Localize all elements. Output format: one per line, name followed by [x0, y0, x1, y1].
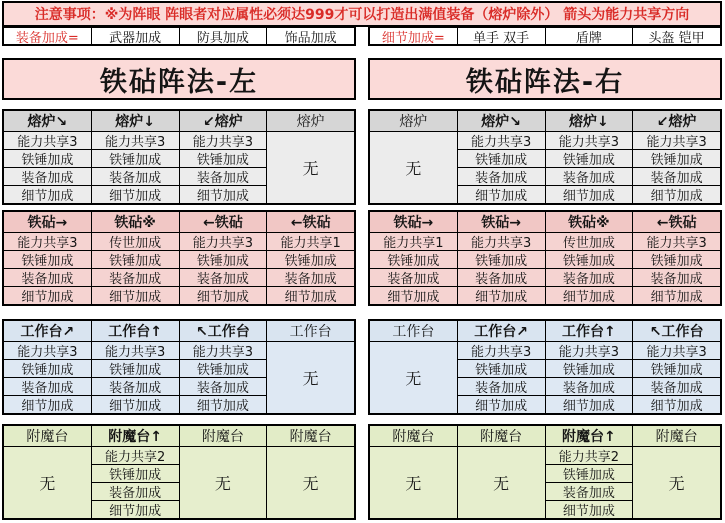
equip-bonus-legend: [2, 27, 356, 46]
bonus-cell: 能力共享3: [458, 342, 545, 359]
bonus-cell: 装备加成: [4, 269, 91, 286]
bonus-cell: 细节加成: [92, 501, 179, 518]
bonus-cell: 铁锤加成: [4, 251, 91, 268]
bonus-cell: 能力共享3: [92, 342, 179, 359]
bonus-cell: 细节加成: [633, 287, 720, 304]
column-header: 熔炉: [370, 111, 457, 131]
bonus-cell: 装备加成: [458, 378, 545, 395]
legend-item: 武器加成: [91, 28, 179, 44]
bonus-cell: 装备加成: [370, 269, 457, 286]
bonus-cell: 铁锤加成: [546, 465, 633, 482]
empty-cell: 无: [633, 447, 720, 518]
bonus-cell: 细节加成: [546, 287, 633, 304]
notice-bar: 注意事项：※为阵眼 阵眼者对应属性必须达999才可以打造出满值装备（熔炉除外） 箭头为能力共享方向: [2, 1, 722, 27]
enchant-table-left: [2, 424, 356, 520]
bonus-cell: 能力共享3: [458, 233, 545, 250]
bonus-cell: 铁锤加成: [458, 360, 545, 377]
enchant-section: [2, 424, 722, 520]
bonus-cell: 传世加成: [546, 233, 633, 250]
empty-cell: 无: [458, 447, 545, 518]
bonus-cell: 装备加成: [458, 269, 545, 286]
bonus-cell: 能力共享2: [92, 447, 179, 464]
column-header: 工作台: [370, 321, 457, 341]
bonus-cell: 能力共享3: [633, 132, 720, 149]
legend-item: 头盔 铠甲: [632, 28, 720, 44]
bonus-cell: 能力共享3: [180, 233, 267, 250]
legend-item: 单手 双手: [457, 28, 545, 44]
bonus-cell: 能力共享3: [633, 342, 720, 359]
empty-cell: 无: [370, 342, 457, 413]
column-header: ←铁砧: [180, 212, 267, 232]
column-header: 工作台↗: [4, 321, 91, 341]
bonus-cell: 装备加成: [180, 378, 267, 395]
furnace-section: [2, 109, 722, 205]
bonus-cell: 铁锤加成: [92, 150, 179, 167]
bonus-cell: 装备加成: [267, 269, 354, 286]
column-header: 附魔台: [4, 426, 91, 446]
bonus-cell: 装备加成: [546, 378, 633, 395]
bonus-cell: 铁锤加成: [370, 251, 457, 268]
bonus-cell: 细节加成: [180, 396, 267, 413]
bonus-cell: 装备加成: [546, 483, 633, 500]
bonus-cell: 细节加成: [458, 396, 545, 413]
bonus-cell: 铁锤加成: [180, 360, 267, 377]
column-header: 工作台↑: [546, 321, 633, 341]
column-header: 附魔台↑: [546, 426, 633, 446]
bonus-cell: 铁锤加成: [633, 360, 720, 377]
legend-item: 饰品加成: [266, 28, 354, 44]
bonus-cell: 细节加成: [458, 186, 545, 203]
bonus-cell: 传世加成: [92, 233, 179, 250]
bonus-cell: 细节加成: [92, 396, 179, 413]
detail-bonus-label: 细节加成=: [381, 30, 445, 44]
empty-cell: 无: [267, 342, 354, 413]
bonus-cell: 细节加成: [370, 287, 457, 304]
bonus-cell: 装备加成: [633, 269, 720, 286]
column-header: 附魔台↑: [92, 426, 179, 446]
bonus-cell: 能力共享1: [267, 233, 354, 250]
bonus-cell: 能力共享2: [546, 447, 633, 464]
bonus-cell: 能力共享3: [180, 132, 267, 149]
column-header: 熔炉↓: [546, 111, 633, 131]
workbench-section: [2, 319, 722, 415]
bonus-cell: 能力共享3: [546, 342, 633, 359]
bonus-cell: 能力共享3: [4, 132, 91, 149]
bonus-cell: 铁锤加成: [633, 150, 720, 167]
column-header: 附魔台: [370, 426, 457, 446]
column-header: ↙熔炉: [633, 111, 720, 131]
bonus-cell: 细节加成: [633, 396, 720, 413]
column-header: 附魔台: [458, 426, 545, 446]
column-header: ↖工作台: [180, 321, 267, 341]
bonus-cell: 装备加成: [180, 269, 267, 286]
workbench-table-right: [368, 319, 722, 415]
column-header: 熔炉: [267, 111, 354, 131]
bonus-cell: 能力共享3: [546, 132, 633, 149]
legend-row: [2, 27, 722, 46]
bonus-cell: 铁锤加成: [546, 251, 633, 268]
formation-sections: [2, 109, 722, 520]
bonus-cell: 铁锤加成: [180, 251, 267, 268]
bonus-cell: 装备加成: [633, 168, 720, 185]
column-header: 熔炉↘: [4, 111, 91, 131]
bonus-cell: 装备加成: [92, 483, 179, 500]
bonus-cell: 铁锤加成: [267, 251, 354, 268]
bonus-cell: 能力共享3: [4, 233, 91, 250]
column-header: 铁砧→: [4, 212, 91, 232]
bonus-cell: 细节加成: [4, 287, 91, 304]
bonus-cell: 细节加成: [4, 186, 91, 203]
legend-item: 防具加成: [179, 28, 267, 44]
bonus-cell: 能力共享3: [4, 342, 91, 359]
bonus-cell: 能力共享3: [458, 132, 545, 149]
bonus-cell: 细节加成: [546, 396, 633, 413]
bonus-cell: 装备加成: [4, 168, 91, 185]
enchant-table-right: [368, 424, 722, 520]
bonus-cell: 细节加成: [4, 396, 91, 413]
bonus-cell: 装备加成: [633, 378, 720, 395]
bonus-cell: 铁锤加成: [180, 150, 267, 167]
empty-cell: 无: [370, 132, 457, 203]
furnace-table-right: [368, 109, 722, 205]
equip-bonus-label: 装备加成=: [15, 30, 79, 44]
bonus-cell: 能力共享3: [180, 342, 267, 359]
bonus-cell: 铁锤加成: [4, 150, 91, 167]
column-header: 熔炉↓: [92, 111, 179, 131]
titles-row: [2, 58, 722, 100]
column-header: 铁砧※: [546, 212, 633, 232]
column-header: ↙熔炉: [180, 111, 267, 131]
bonus-cell: 铁锤加成: [458, 251, 545, 268]
column-header: 工作台: [267, 321, 354, 341]
bonus-cell: 细节加成: [180, 287, 267, 304]
empty-cell: 无: [267, 132, 354, 203]
column-header: 铁砧→: [458, 212, 545, 232]
left-array-title: 铁砧阵法-左: [2, 58, 356, 100]
empty-cell: 无: [180, 447, 267, 518]
column-header: ←铁砧: [633, 212, 720, 232]
anvil-section: [2, 210, 722, 306]
bonus-cell: 细节加成: [546, 186, 633, 203]
bonus-cell: 细节加成: [633, 186, 720, 203]
column-header: 工作台↑: [92, 321, 179, 341]
bonus-cell: 铁锤加成: [4, 360, 91, 377]
bonus-cell: 铁锤加成: [92, 251, 179, 268]
bonus-cell: 细节加成: [180, 186, 267, 203]
bonus-cell: 铁锤加成: [546, 150, 633, 167]
empty-cell: 无: [370, 447, 457, 518]
bonus-cell: 装备加成: [92, 269, 179, 286]
bonus-cell: 装备加成: [546, 168, 633, 185]
right-array-title: 铁砧阵法-右: [368, 58, 722, 100]
column-header: 附魔台: [633, 426, 720, 446]
workbench-table-left: [2, 319, 356, 415]
empty-cell: 无: [4, 447, 91, 518]
bonus-cell: 铁锤加成: [92, 360, 179, 377]
column-header: ←铁砧: [267, 212, 354, 232]
bonus-cell: 能力共享1: [370, 233, 457, 250]
column-header: ↖工作台: [633, 321, 720, 341]
column-header: 熔炉↘: [458, 111, 545, 131]
bonus-cell: 装备加成: [92, 168, 179, 185]
bonus-cell: 装备加成: [458, 168, 545, 185]
column-header: 附魔台: [267, 426, 354, 446]
empty-cell: 无: [267, 447, 354, 518]
anvil-table-left: [2, 210, 356, 306]
bonus-cell: 铁锤加成: [546, 360, 633, 377]
bonus-cell: 能力共享3: [92, 132, 179, 149]
bonus-cell: 细节加成: [92, 186, 179, 203]
bonus-cell: 细节加成: [92, 287, 179, 304]
bonus-cell: 装备加成: [92, 378, 179, 395]
column-header: 附魔台: [180, 426, 267, 446]
column-header: 铁砧→: [370, 212, 457, 232]
furnace-table-left: [2, 109, 356, 205]
column-header: 铁砧※: [92, 212, 179, 232]
bonus-cell: 细节加成: [458, 287, 545, 304]
anvil-table-right: [368, 210, 722, 306]
bonus-cell: 铁锤加成: [92, 465, 179, 482]
bonus-cell: 装备加成: [4, 378, 91, 395]
bonus-cell: 能力共享3: [633, 233, 720, 250]
column-header: 工作台↗: [458, 321, 545, 341]
bonus-cell: 装备加成: [546, 269, 633, 286]
bonus-cell: 铁锤加成: [458, 150, 545, 167]
legend-item: 盾牌: [545, 28, 633, 44]
detail-bonus-legend: [368, 27, 722, 46]
bonus-cell: 细节加成: [267, 287, 354, 304]
bonus-cell: 细节加成: [546, 501, 633, 518]
bonus-cell: 装备加成: [180, 168, 267, 185]
bonus-cell: 铁锤加成: [633, 251, 720, 268]
